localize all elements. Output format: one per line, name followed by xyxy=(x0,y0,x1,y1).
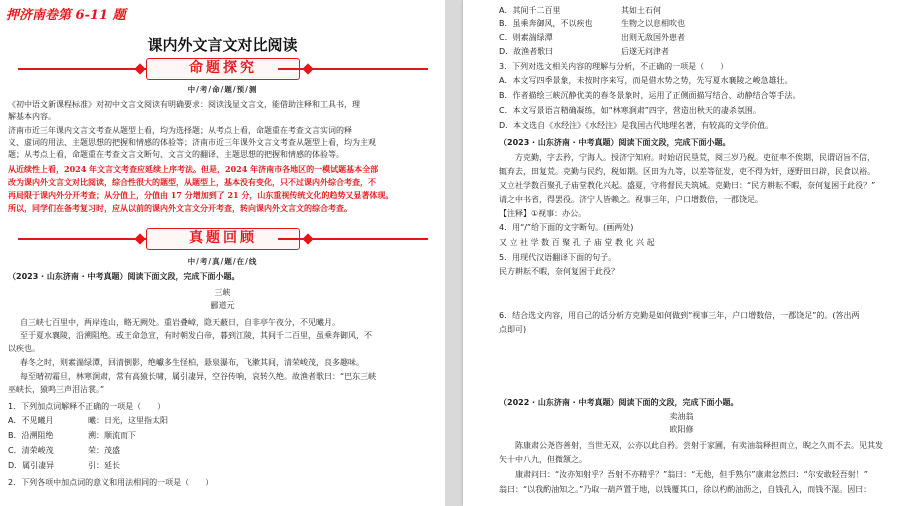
passage-line: 以疾也。 xyxy=(8,344,40,353)
passage-line: 矢十中八九，但微颔之。 xyxy=(499,455,587,464)
question-4: 4．用“/”给下面的文字断句。(画两处) xyxy=(499,223,634,232)
passage-line: 辄弃去，田复荒。克勤与民约，税如期。区田为九等，以差等征发，吏不得为奸，逐野田日辟，民食以裕。 xyxy=(499,167,875,176)
question-1: 1．下列加点词解释不正确的一项是（ ） xyxy=(8,402,166,411)
option-label: A．不见曦月 xyxy=(8,416,54,425)
option-text: B．作者描绘三峡沉静优美的春冬景象时，运用了正侧面描写结合、动静结合等手法。 xyxy=(499,91,801,100)
passage-line: 陈康肃公尧咨善射，当世无双，公亦以此自矜。尝射于家圃，有卖油翁释担而立，睨之久而不去。见其发 xyxy=(515,441,883,450)
passage-line: 又立社学数百聚孔子庙堂教化兴起。盛夏，守将督民夫筑城。克勤曰：“民方耕耘不暇，奈何复困于此役？” xyxy=(499,181,876,190)
option-label: D．故渔者歌曰 xyxy=(499,47,554,56)
intro-line: 题；从考点上看，命题重在考查文言文断句、文言文的翻译、主题思想的把握和情感的体验等。 xyxy=(8,150,344,159)
banner-proposition xyxy=(18,58,428,80)
option-label: A．其间千二百里 xyxy=(499,6,561,15)
banner-sublabel: 中/考/真/题/在/线 xyxy=(187,257,258,266)
option-gloss: 溯：顺流而下 xyxy=(88,431,136,440)
banner-sublabel: 中/考/命/题/预/测 xyxy=(187,85,258,94)
intro-line: 《初中语文新课程标准》对初中文言文阅读有明确要求：阅读浅显文言文，能借助注释和工具书，理 xyxy=(8,100,360,109)
intro-line: 义、虚词的用法、主题思想的把握和情感的体验等；济南市近三年课外文言文考查从题型上看，均为主观 xyxy=(8,138,376,147)
option-label: B．沿溯阻绝 xyxy=(8,431,54,440)
passage-line: 每至晴初霜旦，林寒涧肃，常有高猿长啸，属引凄异，空谷传响，哀转久绝。故渔者歌曰：“巴东三峡 xyxy=(20,372,377,381)
passage-author: 欧阳修 xyxy=(669,425,694,434)
banner-rule-right xyxy=(278,238,428,240)
page-gutter xyxy=(445,0,463,506)
right-page xyxy=(463,0,900,506)
diamond-icon xyxy=(134,233,145,244)
passage-line: 自三峡七百里中，两岸连山，略无阙处。重岩叠嶂，隐天蔽日，自非亭午夜分，不见曦月。 xyxy=(20,318,340,327)
question-6-cont: 点即可) xyxy=(499,325,527,334)
banner-review xyxy=(18,228,428,250)
banner-rule-right xyxy=(278,68,428,70)
option-pair: 其如土石何 xyxy=(621,6,661,15)
option-label: C．则素湍绿潭 xyxy=(499,33,553,42)
question-header: （2022 · 山东济南 · 中考真题）阅读下面的文段，完成下面小题。 xyxy=(499,398,739,407)
exam-section-title: 押济南卷第 6-11 题 xyxy=(6,8,126,23)
page-title: 课内外文言文对比阅读 xyxy=(147,36,298,54)
highlight-line: 再局限于课内外分开考查；从分值上，分值由 17 分增加到了 21 分，山东重视传统文化的趋势又显著体现。 xyxy=(8,190,394,200)
passage-line: 春冬之时，则素湍绿潭，回清倒影，绝巘多生怪柏，悬泉瀑布，飞漱其间，清荣峻茂，良多趣味。 xyxy=(20,358,364,367)
question-5-text: 民方耕耘不暇，奈何复困于此役？ xyxy=(499,267,619,276)
option-label: C．清荣峻茂 xyxy=(8,446,54,455)
passage-line: 请之中书省，得罢役。济宁人皆赖之。视事三年，户口增数倍，一郡饶足。 xyxy=(499,195,763,204)
highlight-line: 所以，同学们在备考复习时，应从以前的课内外文言文分开考查，转向课内外文言文的综合考查。 xyxy=(8,203,352,213)
question-4-text: 又 立 社 学 数 百 聚 孔 子 庙 堂 教 化 兴 起 xyxy=(499,238,655,247)
passage-line: 至于夏水襄陵，沿溯阻绝。或王命急宣，有时朝发白帝，暮到江陵，其间千二百里，虽乘奔御风，不 xyxy=(20,331,372,340)
question-5: 5．用现代汉语翻译下面的句子。 xyxy=(499,253,617,262)
highlight-line: 从近续性上看，2024 年文言文考查应延续上序考法。但是，2024 年济南市各地区的一模试题基本全部 xyxy=(8,164,379,174)
question-6: 6．结合选文内容，用自己的话分析方克勤是如何做到“视事三年，户口增数倍，一郡饶足”的。(答出两 xyxy=(499,311,860,320)
option-gloss: 荣：茂盛 xyxy=(88,446,120,455)
option-gloss: 引：延长 xyxy=(88,461,120,470)
option-gloss: 曦：日光，这里指太阳 xyxy=(88,416,168,425)
passage-line: 翁曰：“以我酌油知之。”乃取一葫芦置于地，以钱覆其口，徐以杓酌油沥之，自钱孔入，而钱不湿。因曰： xyxy=(499,485,872,494)
banner-label: 命题探究 xyxy=(146,58,300,80)
option-pair: 出则无敌国外患者 xyxy=(621,33,685,42)
option-text: C．本文写景语言精确凝练，如“林寒涧肃”四字，营造出秋天的凄杀氛围。 xyxy=(499,106,761,115)
option-pair: 生物之以息相吹也 xyxy=(621,19,685,28)
option-label: B．虽乘奔御风，不以疾也 xyxy=(499,19,593,28)
intro-line: 济南市近三年课内文言文考查从题型上看，均为选择题；从考点上看，命题重在考查文言实词的释 xyxy=(8,126,352,135)
option-text: A．本文写四季景象，未按时序来写，而是借水势之势，先写夏水襄陵之峻急雄壮。 xyxy=(499,76,793,85)
option-text: D．本文选自《水经注》《水经注》是我国古代地理名著，有较高的文学价值。 xyxy=(499,121,774,130)
intro-line: 解基本内容。 xyxy=(8,112,56,121)
option-label: D．属引凄异 xyxy=(8,461,55,470)
passage-author: 郦道元 xyxy=(210,301,235,310)
passage-title: 卖油翁 xyxy=(669,412,694,421)
passage-line: 巫峡长，猿鸣三声泪沾裳。” xyxy=(8,385,105,394)
banner-label: 真题回顾 xyxy=(146,228,300,250)
question-2: 2．下列各项中加点词的意义和用法相同的一项是（ ） xyxy=(8,478,214,487)
diamond-icon xyxy=(134,63,145,74)
passage-line: 方克勤，字去矜，宁海人。授济宁知府。时始诏民垦荒，阅三岁乃税。吏征率不俟期，民谓诏旨不信， xyxy=(515,153,875,162)
passage-title: 三峡 xyxy=(214,288,231,297)
passage-line: 康肃问曰：“汝亦知射乎？吾射不亦精乎？”翁曰：“无他，但手熟尔”康肃忿然曰：“尔安敢轻吾射！” xyxy=(515,470,868,479)
annotation-note: 【注释】①视事：办公。 xyxy=(499,209,587,218)
question-3: 3．下列对选文相关内容的理解与分析，不正确的一项是（ ） xyxy=(499,62,729,71)
option-pair: 后遂无问津者 xyxy=(621,47,669,56)
left-page xyxy=(0,0,445,506)
question-header: （2023 · 山东济南 · 中考真题）阅读下面文段，完成下面小题。 xyxy=(8,272,240,281)
question-header: （2023 · 山东济南 · 中考真题）阅读下面文段，完成下面小题。 xyxy=(499,138,731,147)
highlight-line: 改为课内外文言文对比阅读，综合性很大的题型，从题型上，基本没有变化，只不过课内外综合考查，不 xyxy=(8,177,376,187)
